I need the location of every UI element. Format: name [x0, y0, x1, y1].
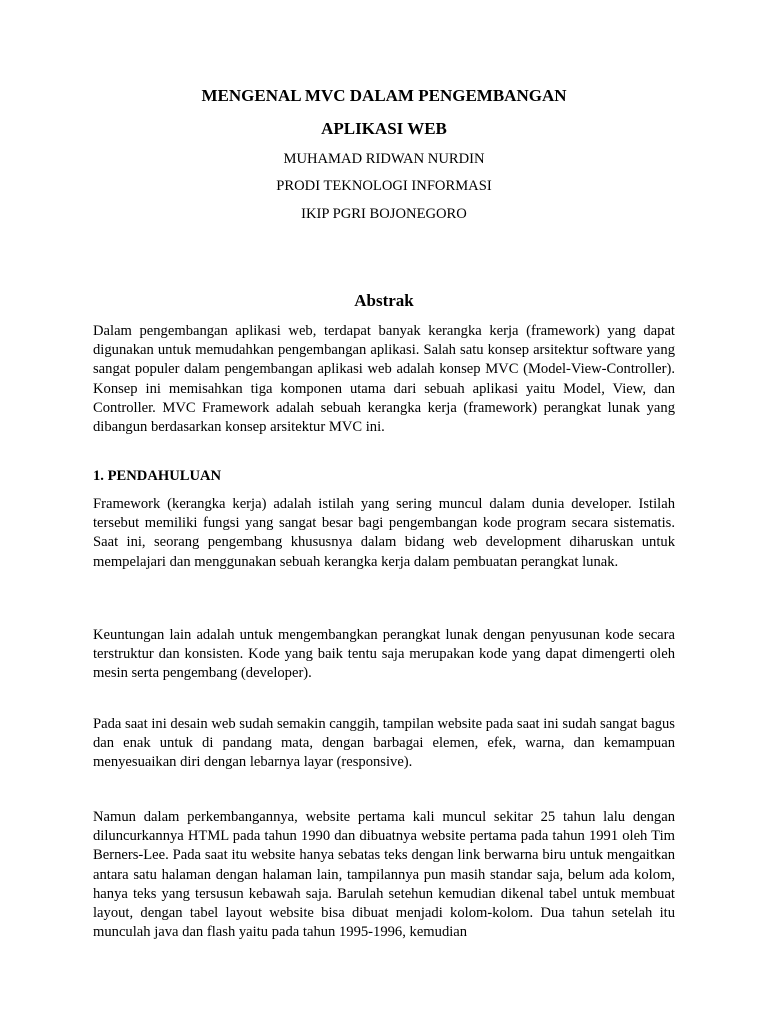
intro-paragraph-4: Namun dalam perkembangannya, website pertama kali muncul sekitar 25 tahun lalu dengan diluncurkannya HTML pada tahun 1990 dan dibuatnya website pertama pada tahun 1991 oleh Tim Berners-Lee. Pada saat itu website hanya sebatas teks dengan link berwarna biru untuk mengaitkan antara satu halaman dengan halaman lain, tampilannya pun masih standar saja, belum ada kolom, hanya teks yang tersusun kebawah saja. Barulah setehun kemudian dikenal tabel untuk membuat layout, dengan tabel layout website bisa dibuat menjadi kolom-kolom. Dua tahun setelah itu munculah java dan flash yaitu pada tahun 1995-1996, kemudian: [93, 809, 675, 941]
intro-paragraph-2: Keuntungan lain adalah untuk mengembangkan perangkat lunak dengan penyusunan kode secara terstruktur dan konsisten. Kode yang baik tentu saja merupakan kode yang dapat dimengerti oleh mesin serta pengembang (developer).: [93, 627, 675, 682]
institution-name: IKIP PGRI BOJONEGORO: [301, 206, 467, 222]
intro-paragraph-1: Framework (kerangka kerja) adalah istilah yang sering muncul dalam dunia developer. Istilah tersebut memiliki fungsi yang sangat besar bagi pengembangan kode program secara sistematis. Saat ini, seorang pengembang khususnya dalam bidang web development diharuskan untuk mempelajari dan menggunakan sebuah kerangka kerja dalam pembuatan perangkat lunak.: [93, 496, 675, 570]
study-program: PRODI TEKNOLOGI INFORMASI: [276, 178, 492, 194]
paper-title-line-2: APLIKASI WEB: [321, 119, 447, 138]
paper-title-line-1: MENGENAL MVC DALAM PENGEMBANGAN: [201, 86, 567, 105]
intro-paragraph-3: Pada saat ini desain web sudah semakin canggih, tampilan website pada saat ini sudah sangat bagus dan enak untuk di pandang mata, dengan barbagai elemen, efek, warna, dan kemampuan menyesuaikan diri dengan lebarnya layar (responsive).: [93, 716, 675, 771]
abstract-text: Dalam pengembangan aplikasi web, terdapat banyak kerangka kerja (framework) yang dapat digunakan untuk memudahkan pengembangan aplikasi. Salah satu konsep arsitektur software yang sangat populer dalam pengembangan aplikasi web adalah konsep MVC (Model-View-Controller). Konsep ini memisahkan tiga komponen utama dari sebuah aplikasi yaitu Model, View, dan Controller. MVC Framework adalah sebuah kerangka kerja (framework) perangkat lunak yang dibangun berdasarkan konsep arsitektur MVC ini.: [93, 323, 675, 436]
author-name: MUHAMAD RIDWAN NURDIN: [283, 151, 485, 167]
abstract-heading: Abstrak: [354, 291, 414, 310]
section-heading-pendahuluan: 1. PENDAHULUAN: [93, 468, 222, 484]
